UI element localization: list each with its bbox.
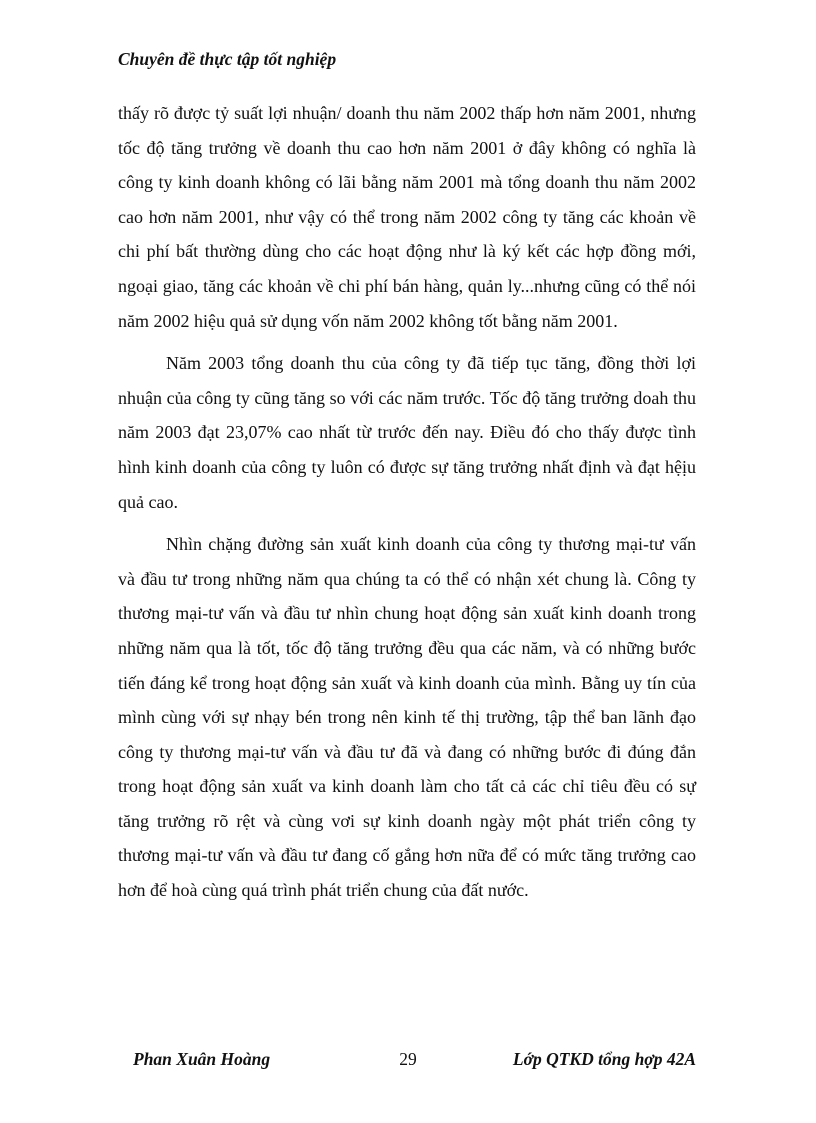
paragraph-1: thấy rõ được tỷ suất lợi nhuận/ doanh thu năm 2002 thấp hơn năm 2001, nhưng tốc độ tăng trưởng về doanh thu cao hơn năm 2001 ở đây không có nghĩa là công ty kinh doanh không có lãi bằng năm 2001 mà tổng doanh thu năm 2002 cao hơn năm 2001, như vậy có thể trong năm 2002 công ty tăng các khoản về chi phí bất thường dùng cho các hoạt động như là ký kết các hợp đồng mới, ngoại giao, tăng các khoản về chi phí bán hàng, quản ly...nhưng cũng có thể nói năm 2002 hiệu quả sử dụng vốn năm 2002 không tốt bằng năm 2001. <box>118 103 696 331</box>
page-number: 29 <box>399 1049 417 1069</box>
footer-author: Phan Xuân Hoàng <box>133 1049 271 1069</box>
paragraph-2: Năm 2003 tổng doanh thu của công ty đã tiếp tục tăng, đồng thời lợi nhuận của công ty cũng tăng so với các năm trước. Tốc độ tăng trưởng doah thu năm 2003 đạt 23,07% cao nhất từ trước đến nay. Điều đó cho thấy được tình hình kinh doanh của công ty luôn có được sự tăng trưởng nhất định và đạt hệịu quả cao. <box>118 353 696 512</box>
document-body <box>118 96 696 908</box>
footer-class-name: Lớp QTKD tổng hợp 42A <box>512 1049 696 1069</box>
page-header-title: Chuyên đề thực tập tốt nghiệp <box>118 49 337 69</box>
paragraph-3: Nhìn chặng đường sản xuất kinh doanh của công ty thương mại-tư vấn và đầu tư trong những năm qua chúng ta có thể có nhận xét chung là. Công ty thương mại-tư vấn và đầu tư nhìn chung hoạt động sản xuất kinh doanh trong những năm qua là tốt, tốc độ tăng trưởng đều qua các năm, và có những bước tiến đáng kể trong hoạt động sản xuất và kinh doanh của mình. Bằng uy tín của mình cùng với sự nhạy bén trong nên kinh tế thị trường, tập thể ban lãnh đạo công ty thương mại-tư vấn và đầu tư đã và đang có những bước đi đúng đắn trong hoạt động sản xuất va kinh doanh làm cho tất cả các chỉ tiêu đều có sự tăng trưởng rõ rệt và cùng vơi sự kinh doanh ngày một phát triển công ty thương mại-tư vấn và đầu tư đang cố gắng hơn nữa để có mức tăng trưởng cao hơn để hoà cùng quá trình phát triển chung của đất nước. <box>118 534 696 901</box>
page-footer <box>0 1049 816 1075</box>
